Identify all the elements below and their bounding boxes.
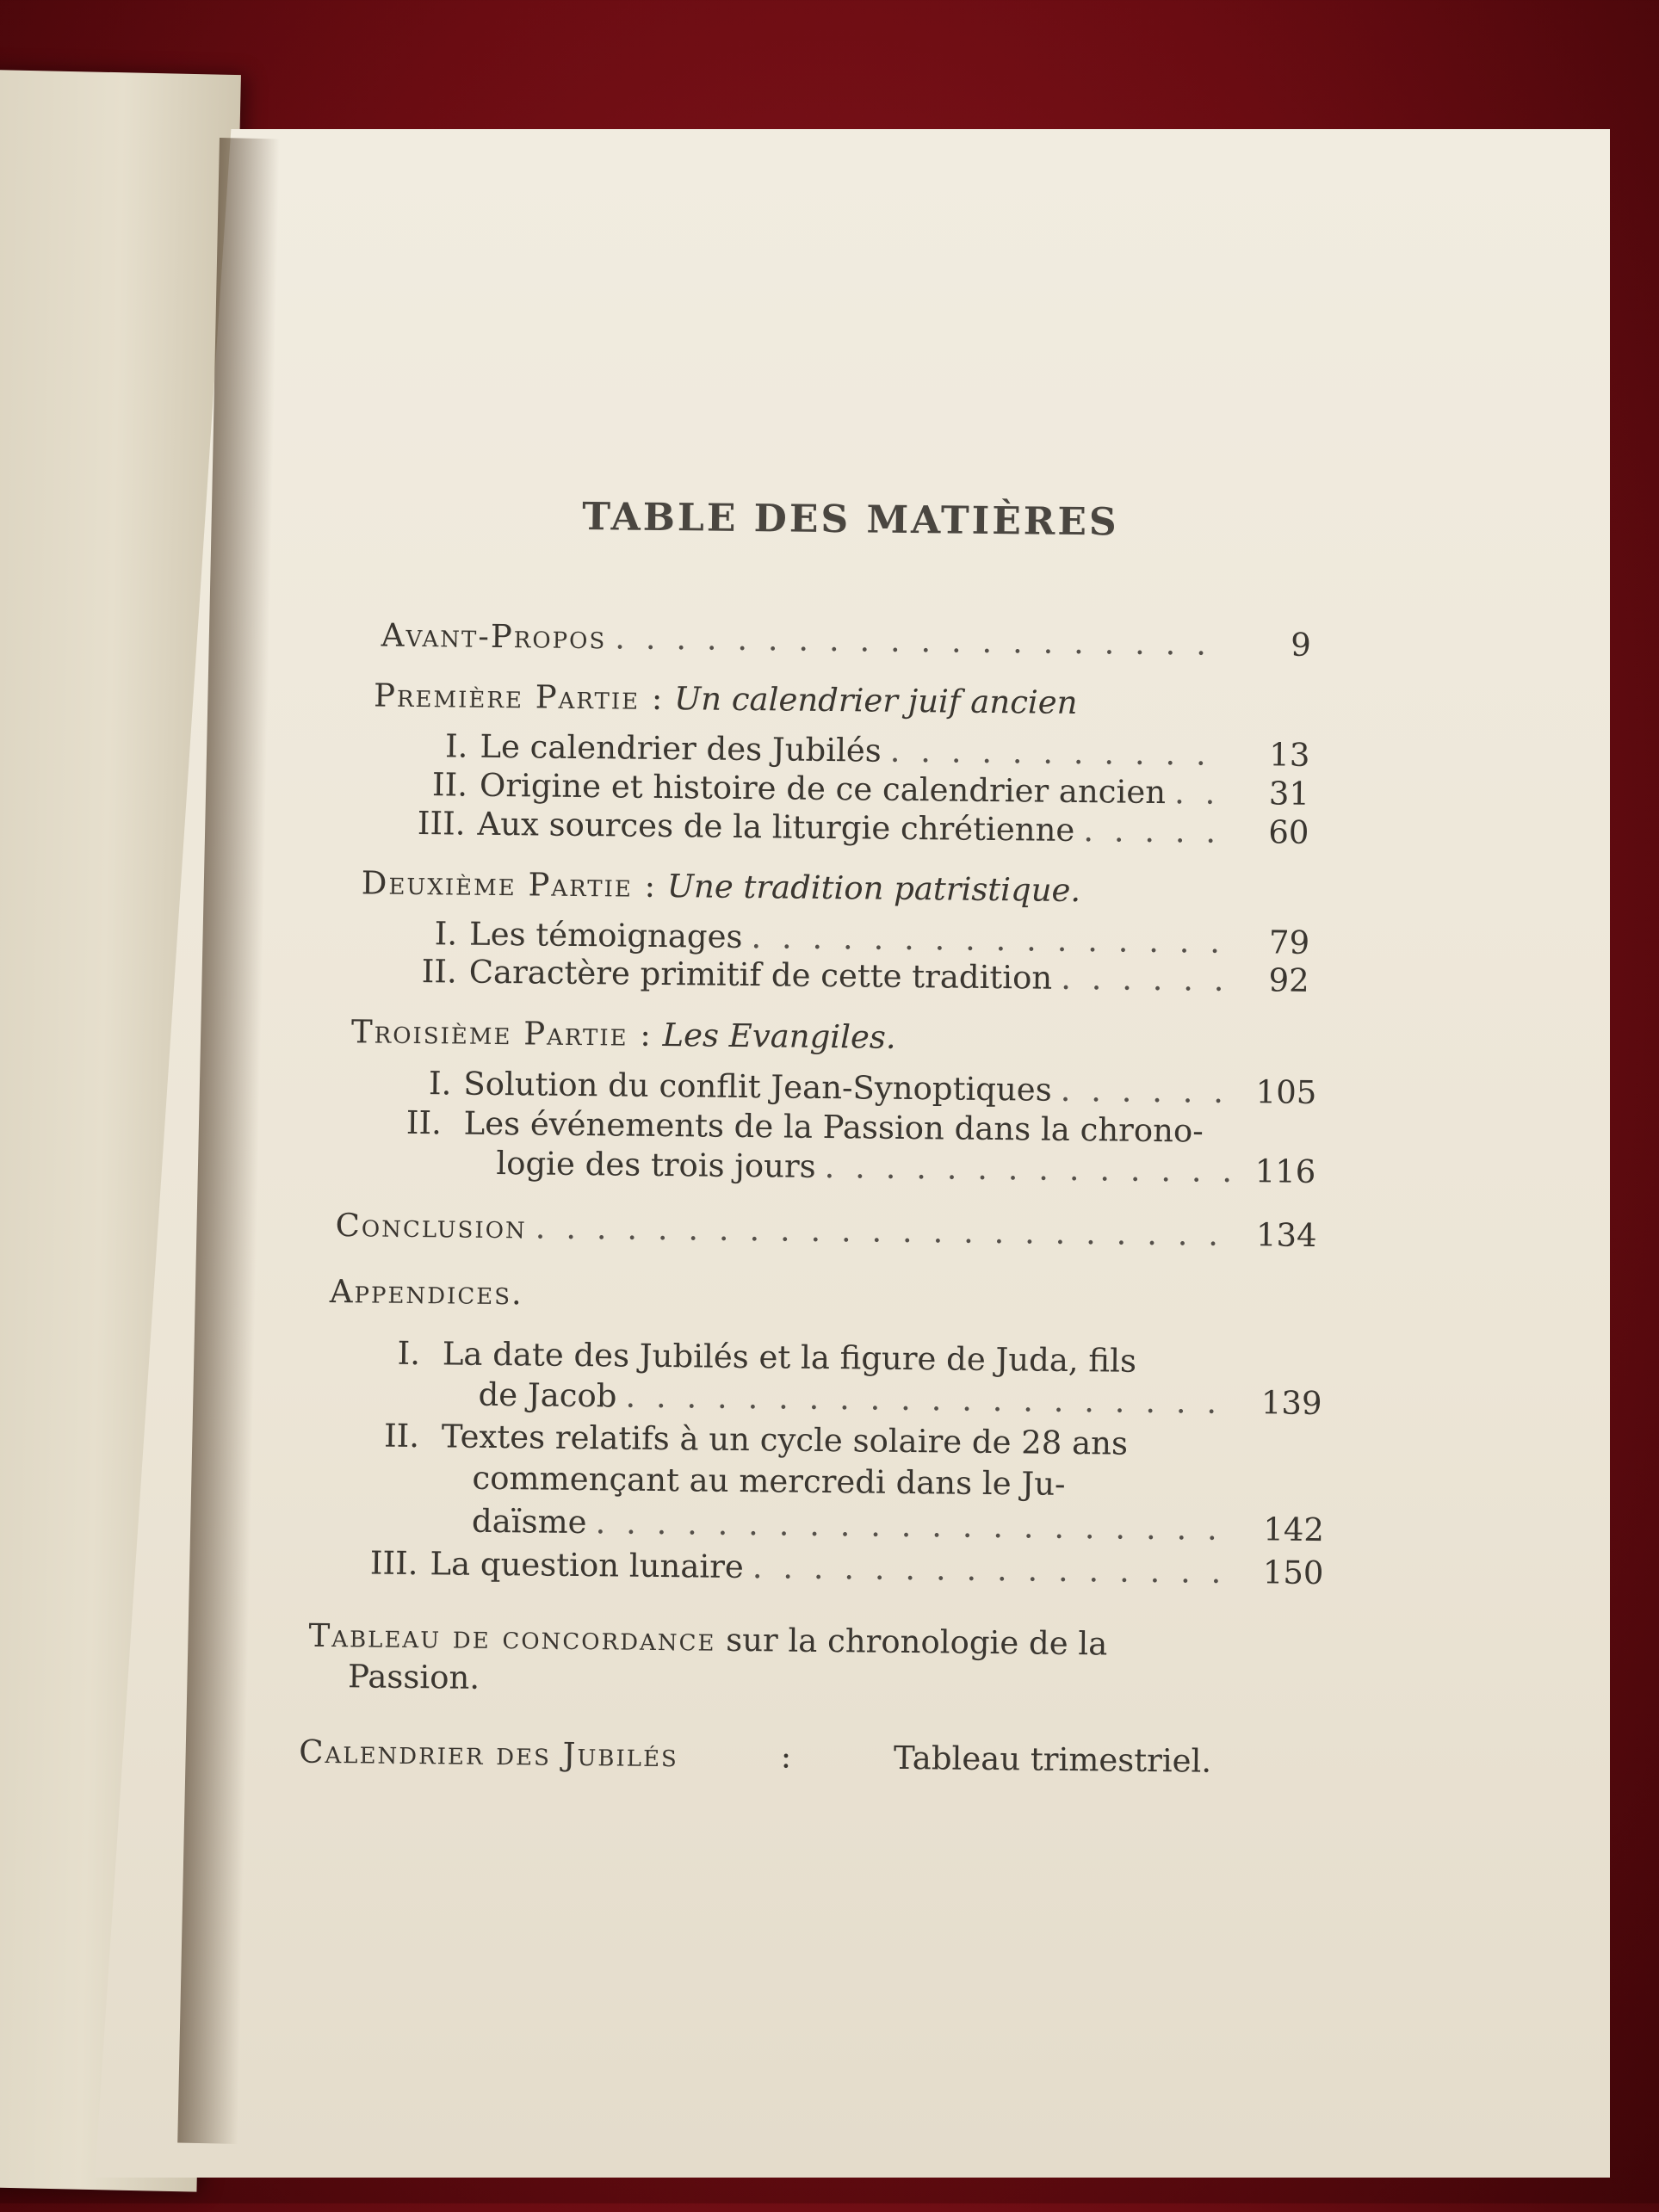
part-heading-1	[374, 677, 1078, 721]
toc-entry	[433, 727, 1309, 774]
part-heading-2	[362, 864, 1081, 909]
toc-entry-label: logie des trois jours	[496, 1144, 816, 1185]
toc-page-number: 134	[1255, 1216, 1317, 1254]
toc-entry-continuation	[472, 1503, 1324, 1548]
dot-leader	[1174, 774, 1223, 812]
toc-entry-number: III.	[369, 1544, 418, 1583]
toc-page-number: 116	[1254, 1152, 1316, 1190]
toc-entry-label: de Jacob	[478, 1375, 617, 1415]
toc-page-number: 60	[1268, 813, 1309, 851]
part-heading-3	[351, 1013, 896, 1056]
dot-leader	[615, 619, 1225, 662]
toc-entry-label: commençant au mercredi dans le Ju-	[472, 1459, 1066, 1503]
dot-leader	[824, 1148, 1229, 1189]
dot-leader	[625, 1378, 1235, 1421]
toc-entry-tableau	[308, 1617, 1107, 1663]
toc-page-number: 31	[1268, 775, 1310, 813]
toc-entry-label: Les témoignages	[468, 915, 743, 955]
toc-entry-label: Le calendrier des Jubilés	[480, 727, 882, 769]
toc-entry-label: Origine et histoire de ce calendrier ancien	[479, 766, 1167, 812]
toc-entry-label: daïsme	[471, 1502, 587, 1542]
toc-entry-text: sur la chronologie de la	[725, 1621, 1108, 1663]
toc-entry-first-line	[376, 1418, 1128, 1462]
appendices-heading	[330, 1273, 523, 1312]
dot-leader	[751, 918, 1223, 961]
dot-leader	[535, 1208, 1231, 1252]
part-subtitle: Les Evangiles.	[662, 1016, 896, 1056]
toc-page-number: 139	[1260, 1384, 1322, 1423]
toc-page-number: 150	[1262, 1554, 1324, 1592]
toc-entry-continuation	[472, 1460, 1221, 1505]
toc-entry-label: Caractère primitif de cette tradition	[468, 953, 1053, 997]
toc-entry-label: Les événements de la Passion dans la chrono-	[463, 1104, 1204, 1150]
toc-page-number: 142	[1263, 1511, 1325, 1549]
toc-entry-number: II.	[405, 1103, 443, 1142]
toc-entry-continuation	[496, 1145, 1315, 1190]
toc-entry-label: La date des Jubilés et la figure de Juda, fils	[442, 1335, 1137, 1380]
toc-entry-calendrier	[299, 1733, 1211, 1780]
toc-entry-label: Aux sources de la liturgie chrétienne	[477, 805, 1075, 850]
toc-entry-continuation	[348, 1658, 480, 1696]
toc-entry	[352, 1544, 1323, 1591]
toc-entry-label: Calendrier des Jubilés	[298, 1733, 679, 1775]
part-subtitle: Un calendrier juif ancien	[673, 680, 1078, 722]
dot-leader	[1060, 1072, 1230, 1110]
toc-entry-number: II.	[383, 1417, 420, 1455]
toc-entry-number: II.	[431, 766, 468, 804]
part-label: Deuxième Partie :	[361, 864, 658, 905]
part-label: Première Partie :	[373, 677, 665, 718]
toc-entry-label: Tableau de concordance	[308, 1616, 716, 1659]
toc-entry-label: Avant-Propos	[381, 616, 607, 657]
appendices-label: Appendices.	[329, 1272, 524, 1313]
toc-entry-first-line	[397, 1104, 1204, 1150]
toc-entry-text: Tableau trimestriel.	[893, 1739, 1212, 1780]
dot-leader	[890, 732, 1224, 773]
toc-entry-number: III.	[417, 805, 466, 843]
dot-leader	[752, 1548, 1238, 1591]
toc-entry-number: I.	[444, 727, 468, 765]
toc-entry-conclusion	[335, 1207, 1316, 1254]
toc-page-number: 79	[1268, 924, 1310, 961]
part-label: Troisième Partie :	[350, 1013, 653, 1053]
toc-entry-label: Solution du conflit Jean-Synoptiques	[463, 1065, 1052, 1109]
toc-page-number: 105	[1255, 1073, 1317, 1111]
toc-entry-first-line	[394, 1335, 1324, 1381]
dot-leader	[1083, 812, 1223, 850]
toc-entry-number: I.	[434, 915, 458, 953]
toc-entry-label: La question lunaire	[430, 1545, 745, 1586]
toc-entry-avant-propos	[381, 617, 1311, 664]
toc-page-number: 9	[1290, 626, 1311, 664]
dot-leader	[595, 1504, 1238, 1548]
dot-leader	[1061, 960, 1223, 998]
toc-entry-number: I.	[397, 1334, 421, 1373]
part-subtitle: Une tradition patristique.	[666, 868, 1081, 910]
toc-page-number: 92	[1268, 961, 1309, 999]
toc-entry-label: Conclusion	[335, 1207, 528, 1246]
toc-entry-separator: :	[780, 1738, 792, 1776]
toc-entry	[417, 1065, 1316, 1111]
toc-page-number: 13	[1269, 736, 1310, 774]
toc-entry-number: II.	[421, 953, 457, 991]
toc-entry-continuation	[478, 1376, 1322, 1422]
toc-entry-label: Textes relatifs à un cycle solaire de 28 ans	[441, 1418, 1129, 1462]
toc-entry	[403, 805, 1309, 851]
page-title: TABLE DES MATIÈRES	[581, 494, 1119, 545]
toc-entry-number: I.	[428, 1065, 452, 1103]
toc-entry-text: Passion.	[347, 1658, 480, 1696]
